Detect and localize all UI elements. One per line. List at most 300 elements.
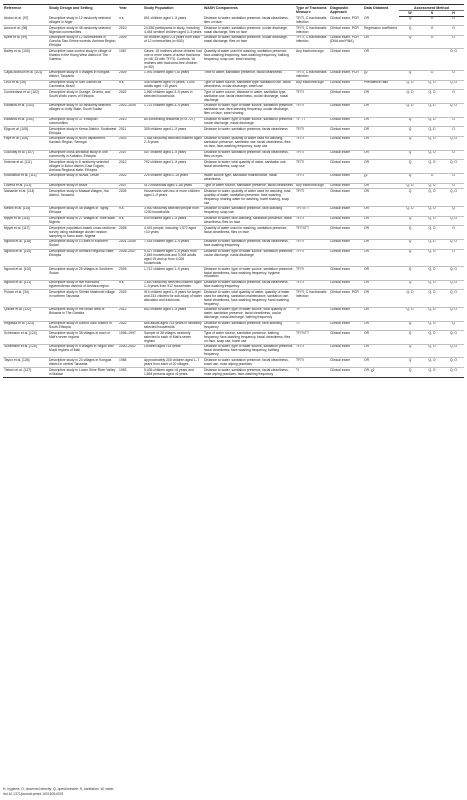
header-s: S bbox=[421, 10, 443, 16]
cell-reference: Schemann et al. [124] bbox=[3, 331, 48, 345]
cell-trachoma-measure: TF/TI bbox=[295, 90, 329, 104]
cell-wash-components: Type of water source, distance to water, sanitation type, sanitation use, facial cleanliness, ocular discharge, nasal discharge bbox=[203, 90, 295, 104]
cell-design: Descriptive study in 12 communities in Goncha Siso Enese woreda, Amhara Region, Ethiopia bbox=[49, 35, 117, 48]
cell-diagnostic: Clinical exam bbox=[329, 331, 363, 345]
cell-sanitation-method: Q, O bbox=[421, 183, 443, 189]
cell-data-obtained: OR bbox=[363, 321, 399, 331]
cell-design: Descriptive study in Damot Galo District of South Ethiopia bbox=[48, 321, 118, 331]
cell-reference: Amza et al. [98] bbox=[3, 26, 48, 36]
cell-trachoma-measure: TF/TI bbox=[295, 103, 329, 117]
cell-sanitation-method: Q, O bbox=[421, 216, 443, 226]
cell-year: n.s. bbox=[118, 16, 143, 25]
cell-data-obtained: OR bbox=[363, 103, 399, 117]
cell-diagnostic: Clinical exam bbox=[329, 127, 363, 137]
cell-trachoma-measure: TF/TI bbox=[295, 173, 329, 183]
cell-trachoma-measure: TF/TI bbox=[295, 216, 329, 226]
cell-population: 7,418 children aged 1–9 years bbox=[143, 239, 203, 249]
cell-trachoma-measure: TF/TI, C trachomatis infection bbox=[295, 70, 329, 80]
cell-data-obtained: OR bbox=[363, 183, 399, 189]
cell-sanitation-method: Q, O bbox=[421, 358, 443, 368]
cell-trachoma-measure: TF bbox=[295, 307, 329, 321]
cell-wash-components: Distance to water, type of water source, sanitation presence, ocular discharge, nasal discharge bbox=[203, 249, 295, 267]
cell-design: Descriptive study in 48 villages in Tigray, Ethiopia bbox=[48, 206, 118, 216]
table-row bbox=[3, 127, 464, 137]
cell-diagnostic: Clinical exam bbox=[329, 307, 363, 321]
cell-population: 507 children aged 1–9 years bbox=[143, 150, 203, 160]
cell-sanitation-method: Q, O bbox=[421, 90, 443, 104]
cell-population: 5,436 children aged <6 years and 1,664 persons aged >6 years bbox=[143, 368, 203, 378]
cell-sanitation-method: Q, O bbox=[421, 226, 443, 240]
cell-diagnostic: Clinical exam, PCR (DNA and RNA) bbox=[329, 35, 363, 49]
table-row bbox=[3, 226, 464, 240]
study-table bbox=[3, 4, 464, 378]
footnote-abbreviations: H, hygiene; O, observed directly; Q, questionnaire; S, sanitation; W, water. bbox=[3, 787, 115, 791]
cell-year: 2009 bbox=[118, 35, 143, 49]
cell-data-obtained: OR bbox=[363, 150, 399, 160]
cell-year: 2003 bbox=[118, 136, 143, 150]
cell-diagnostic: Clinical exam bbox=[329, 90, 363, 104]
cell-hygiene-method: O bbox=[443, 35, 464, 49]
cell-reference: Ketema et al. [111] bbox=[3, 160, 48, 174]
cell-data-obtained: OR bbox=[363, 160, 399, 174]
cell-wash-components: Distance to water, sanitation presence, face-washing frequency bbox=[203, 321, 295, 331]
cell-hygiene-method: O bbox=[443, 90, 464, 104]
cell-year: 2002–2005 bbox=[118, 103, 143, 117]
cell-water-method: Q bbox=[399, 249, 421, 267]
cell-design: Descriptive study in 4 villages in Kongwa district, Tanzania bbox=[48, 70, 118, 80]
cell-wash-components: Distance to water, face-washing, sanitation presence, facial cleanliness, flies on face bbox=[203, 216, 295, 226]
cell-hygiene-method: Q, O bbox=[443, 267, 464, 281]
cell-population: 1,960 children aged 3–9 years in selected households bbox=[143, 90, 203, 104]
cell-trachoma-measure: TI bbox=[295, 368, 329, 378]
cell-data-obtained: OR bbox=[363, 117, 399, 127]
cell-wash-components: Distance to water, sanitation presence, facial cleanliness, face-washing frequency bbox=[203, 239, 295, 249]
cell-wash-components: Distance to water, sanitation presence, ocular discharge, nasal discharge, flies on face bbox=[203, 35, 295, 49]
cell-diagnostic: Clinical exam bbox=[329, 189, 363, 207]
table-row bbox=[3, 49, 464, 70]
cell-design: Descriptive population-based cross-sectional survey using multistage cluster random sampling in Kano state, Nigeria bbox=[48, 226, 118, 240]
cell-hygiene-method: O bbox=[443, 117, 464, 127]
cell-population: 691 children aged 1–5 years bbox=[143, 16, 203, 25]
cell-diagnostic: Clinical exam bbox=[329, 150, 363, 160]
cell-design: Descriptive study in Amhara Regional State, Ethiopia bbox=[48, 249, 118, 267]
cell-reference: Mpyet et al. [116] bbox=[3, 216, 48, 226]
table-row bbox=[3, 239, 464, 249]
cell-data-obtained: OR, χ2 bbox=[363, 368, 399, 378]
cell-hygiene-method: Q, O bbox=[443, 290, 464, 308]
cell-reference: Edwards et al. [103] bbox=[3, 103, 48, 117]
cell-hygiene-method: Q, O bbox=[443, 103, 464, 117]
cell-reference: Cruz et al. [35] bbox=[3, 80, 48, 90]
cell-year: n.s. bbox=[118, 280, 143, 290]
cell-population: 1,712 children aged 1–9 years bbox=[143, 267, 203, 281]
cell-water-method: Q, O bbox=[399, 183, 421, 189]
cell-wash-components: Time to water, sanitation presence, facial cleanliness bbox=[203, 70, 295, 80]
cell-data-obtained: OR bbox=[363, 307, 399, 321]
cell-data-obtained: OR bbox=[363, 267, 399, 281]
cell-diagnostic: Clinical exam bbox=[329, 280, 363, 290]
cell-reference: Ejigu et al. [105] bbox=[3, 127, 48, 137]
cell-population: 229 children aged 0–15 years bbox=[143, 173, 203, 183]
cell-diagnostic: Clinical exam bbox=[329, 358, 363, 368]
table-row bbox=[3, 117, 464, 127]
cell-wash-components: Distance to water, sanitation presence, ocular discharge, nasal discharge, flies on face bbox=[203, 26, 295, 36]
cell-hygiene-method: Q, O bbox=[443, 216, 464, 226]
cell-trachoma-measure: TF/TI bbox=[295, 267, 329, 281]
table-row bbox=[3, 331, 464, 345]
table-row bbox=[3, 280, 464, 290]
cell-trachoma-measure: TF/TI bbox=[295, 127, 329, 137]
cell-design: Descriptive study in Brazil bbox=[48, 183, 118, 189]
cell-population: 24,536 participants in study, including 4,484 sentinel children aged 0–5 years bbox=[144, 25, 202, 34]
cell-year: 2003 bbox=[118, 290, 143, 308]
cell-reference: Quicke et al. [122] bbox=[3, 307, 48, 321]
cell-water-method: Q bbox=[399, 331, 421, 345]
cell-reference: Schemann et al. [125] bbox=[3, 344, 48, 358]
cell-reference: Khandekar et al. [112] bbox=[3, 173, 48, 183]
cell-year: n.s. bbox=[118, 80, 143, 90]
cell-population: 1,468 randomly selected children aged 2–5 years bbox=[143, 136, 203, 150]
table-row bbox=[3, 307, 464, 321]
header-population: Study Population bbox=[143, 5, 203, 17]
cell-design: Descriptive study in five trachoma hyperendemic districts of Amhara region bbox=[48, 280, 118, 290]
cell-water-method: Q, O bbox=[399, 206, 421, 216]
header-year: Year bbox=[118, 5, 143, 17]
cell-trachoma-measure: TF/TI, C trachomatis infection bbox=[295, 290, 329, 308]
cell-population: 448 children aged <9 years; 1,004 adults aged >15 years bbox=[143, 80, 203, 90]
cell-water-method: Q bbox=[399, 16, 421, 25]
cell-reference: Ngondi et al. [120] bbox=[3, 267, 48, 281]
cell-reference: Ngondi et al. [121] bbox=[3, 280, 48, 290]
cell-reference: Faye et al. [106] bbox=[3, 136, 48, 150]
cell-hygiene-method: Q, O bbox=[443, 344, 464, 358]
cell-trachoma-measure: Any trachoma sign bbox=[295, 49, 329, 70]
cell-design: Descriptive study in Lower Shire River Valley in Malawi bbox=[48, 368, 118, 378]
cell-water-method: Q, O bbox=[399, 103, 421, 117]
cell-population: 1,991 children aged <10 years bbox=[143, 70, 203, 80]
cell-sanitation-method: Q, O bbox=[421, 344, 443, 358]
cell-sanitation-method: Q, O bbox=[421, 206, 443, 216]
header-w: W bbox=[399, 10, 421, 16]
cell-water-method bbox=[399, 49, 421, 70]
cell-design: Descriptive study in San Gabriel da Cachoeira, Brazil bbox=[48, 80, 118, 90]
header-reference: Reference bbox=[3, 5, 48, 17]
cell-hygiene-method: O, O bbox=[443, 49, 464, 70]
cell-year: 2012 bbox=[118, 160, 143, 174]
cell-data-obtained: Regression coefficient bbox=[363, 26, 399, 36]
cell-wash-components: Distance to water, type of water source, sanitation presence, facial cleanliness, face-washing frequency, bathing frequency bbox=[204, 344, 294, 357]
table-row bbox=[3, 26, 464, 36]
cell-water-method: Q bbox=[399, 344, 421, 358]
cell-design: Descriptive study in Shimbi Mashimbi village in northern Tanzania bbox=[48, 290, 118, 308]
cell-year: 2002 bbox=[118, 321, 143, 331]
table-container bbox=[3, 4, 464, 378]
cell-trachoma-measure: TF/TI, C trachomatis infection bbox=[295, 16, 329, 25]
cell-water-method: Q bbox=[399, 117, 421, 127]
cell-design: Descriptive study in Nioro department, Kaolack Region, Senegal bbox=[48, 136, 118, 150]
cell-hygiene-method: O bbox=[443, 16, 464, 25]
cell-trachoma-measure: TF/TI bbox=[295, 239, 329, 249]
cell-hygiene-method: O bbox=[443, 226, 464, 240]
cell-wash-components: Type of water source, sanitation presence, facial cleanliness bbox=[204, 183, 294, 188]
table-row bbox=[3, 344, 464, 358]
cell-trachoma-measure: TF/TI bbox=[295, 280, 329, 290]
cell-design: Descriptive study in 9 villages in Segou and Mopti regions of Mali bbox=[48, 344, 118, 358]
table-row bbox=[3, 290, 464, 308]
table-row bbox=[3, 160, 464, 174]
cell-sanitation-method: Q, O bbox=[421, 239, 443, 249]
cell-sanitation-method: Q, O bbox=[421, 160, 443, 174]
cell-trachoma-measure: Any trachoma sign bbox=[295, 80, 329, 90]
cell-data-obtained: OR bbox=[363, 189, 399, 207]
cell-hygiene-method: O bbox=[443, 26, 464, 36]
cell-hygiene-method: O bbox=[443, 70, 464, 80]
table-row bbox=[3, 216, 464, 226]
cell-data-obtained: OR bbox=[363, 239, 399, 249]
cell-design: Descriptive study in Nizwa, Oman bbox=[48, 173, 118, 183]
cell-hygiene-method: Q, O bbox=[443, 160, 464, 174]
cell-design: Descriptive study in Maasai villages, Hai district, Tanzania bbox=[48, 189, 118, 207]
cell-sanitation-method: Q, O bbox=[421, 321, 443, 331]
table-row bbox=[3, 249, 464, 267]
cell-data-obtained: OR bbox=[363, 90, 399, 104]
cell-year: 2005 bbox=[118, 189, 143, 207]
cell-year: 2005 bbox=[118, 267, 143, 281]
cell-trachoma-measure: TF/TI bbox=[295, 150, 329, 160]
cell-population: 652 children aged 1–9 years bbox=[143, 307, 203, 321]
cell-data-obtained: OR bbox=[363, 35, 399, 49]
cell-population: 412 individuals aged 1–86 years bbox=[143, 183, 203, 189]
cell-diagnostic: Clinical exam bbox=[329, 173, 363, 183]
cell-diagnostic: Clinical exam, PCR bbox=[329, 16, 363, 25]
cell-hygiene-method: Q, O bbox=[443, 280, 464, 290]
table-row bbox=[3, 90, 464, 104]
cell-reference: Bailey et al. [100] bbox=[3, 49, 48, 70]
cell-sanitation-method: Q, O bbox=[421, 331, 443, 345]
cell-water-method: Q bbox=[399, 189, 421, 207]
cell-year: 2012 bbox=[118, 307, 143, 321]
cell-trachoma-measure: TF/TI/TT bbox=[295, 226, 329, 240]
table-row bbox=[3, 206, 464, 216]
cell-reference: Lucena et al. [113] bbox=[3, 183, 48, 189]
cell-hygiene-method: O bbox=[443, 173, 464, 183]
cell-hygiene-method: O bbox=[443, 249, 464, 267]
cell-reference: Ngondi et al. [118] bbox=[3, 239, 48, 249]
cell-year: 2010 bbox=[118, 26, 143, 36]
cell-year: 2009 bbox=[118, 70, 143, 80]
cell-wash-components: Distance to water, type of water source, sanitation presence, facial cleanliness, face-washing frequency, hygiene education bbox=[204, 266, 294, 279]
table-row bbox=[3, 136, 464, 150]
cell-water-method: Q bbox=[399, 26, 421, 36]
cell-year: 2002 bbox=[118, 90, 143, 104]
cell-year: 2001–2006 bbox=[118, 239, 143, 249]
cell-wash-components: Water source type, sanitation maintenance, facial cleanliness bbox=[203, 173, 295, 183]
table-row bbox=[3, 16, 464, 25]
cell-design: Descriptive study in the urban area of Brikama in The Gambia bbox=[48, 307, 118, 321]
cell-water-method: Q bbox=[399, 70, 421, 80]
cell-water-method: Q bbox=[399, 216, 421, 226]
cell-wash-components: Distance to water, total quantity of water, quantity of water used for washing, sanitation maintenance, sanitation use, facial cleanliness, face-washing frequency, hand washing frequency bbox=[203, 290, 295, 308]
header-wash: WASH Components bbox=[203, 5, 295, 17]
cell-sanitation-method: Q, O bbox=[421, 136, 443, 150]
cell-trachoma-measure: TF/TI bbox=[295, 189, 329, 207]
cell-diagnostic: Clinical exam bbox=[329, 183, 363, 189]
cell-design: Descriptive case-control study in village of Kiwaha in the Kiang West district of The Gambia bbox=[48, 49, 118, 70]
cell-sanitation-method: O bbox=[421, 26, 443, 36]
cell-hygiene-method: Q, O bbox=[443, 331, 464, 345]
cell-diagnostic: Clinical exam bbox=[329, 136, 363, 150]
cell-sanitation-method: Q, O bbox=[421, 368, 443, 378]
cell-sanitation-method: Q, O bbox=[421, 80, 443, 90]
cell-trachoma-measure: TF, TT bbox=[295, 117, 329, 127]
cell-data-obtained: χ2 bbox=[363, 70, 399, 80]
cell-diagnostic: Clinical exam bbox=[329, 206, 363, 216]
cell-design: Descriptive cross-sectional study in one community in Kabalinr, Ethiopia bbox=[48, 150, 118, 160]
cell-diagnostic: Clinical exam bbox=[329, 226, 363, 240]
cell-diagnostic: Clinical exam bbox=[329, 160, 363, 174]
cell-wash-components: Distance to water, sanitation presence, facial cleanliness, nose wiping practices, face-washing frequency bbox=[203, 368, 295, 378]
cell-design: Descriptive study in 27 villages in Yobe state, Nigeria bbox=[48, 216, 118, 226]
cell-year: 2011 bbox=[118, 127, 143, 137]
cell-sanitation-method: Q, O bbox=[421, 189, 443, 207]
cell-data-obtained: OR bbox=[363, 358, 399, 368]
table-row bbox=[3, 80, 464, 90]
cell-hygiene-method: Q, O bbox=[443, 307, 464, 321]
cell-trachoma-measure: Any trachoma sign bbox=[295, 183, 329, 189]
footnote-doi: doi:10.1371/journal.pmed.1001605.t009 bbox=[3, 791, 63, 796]
cell-water-method: Q bbox=[399, 226, 421, 240]
cell-diagnostic: Clinical exam bbox=[329, 80, 363, 90]
cell-water-method: Q, O bbox=[399, 290, 421, 308]
cell-hygiene-method: Q, O bbox=[443, 239, 464, 249]
cell-sanitation-method: O bbox=[421, 173, 443, 183]
cell-hygiene-method: Q, O bbox=[443, 368, 464, 378]
cell-trachoma-measure: TF/TI bbox=[295, 358, 329, 368]
cell-water-method: Q bbox=[399, 127, 421, 137]
cell-water-method: Q bbox=[399, 239, 421, 249]
cell-diagnostic: Clinical exam bbox=[329, 239, 363, 249]
cell-reference: Tielsch et al. [127] bbox=[3, 368, 48, 378]
cell-wash-components: Distance to water, quantity of water used for washing, sanitation presence, sanitation use, facial cleanliness, flies on face, face-washing frequency, soap use bbox=[203, 136, 295, 150]
cell-hygiene-method: O bbox=[443, 183, 464, 189]
cell-diagnostic: Clinical exam bbox=[329, 368, 363, 378]
cell-sanitation-method: Q, O bbox=[421, 127, 443, 137]
cell-sanitation-method: Q, O bbox=[421, 307, 443, 321]
cell-diagnostic: Clinical exam, PCR bbox=[329, 70, 363, 80]
cell-diagnostic: Clinical exam bbox=[329, 103, 363, 117]
cell-reference: Cumberland et al. [102] bbox=[3, 90, 48, 104]
cell-population: 1,722 children aged 3–9 years bbox=[143, 103, 203, 117]
cell-trachoma-measure: TF/TI, C trachomatis infection bbox=[295, 35, 329, 49]
cell-data-obtained: OR bbox=[363, 331, 399, 345]
cell-population: All consenting residents (n=5,727) bbox=[143, 117, 203, 127]
cell-water-method: Q, O bbox=[399, 90, 421, 104]
cell-reference: Golovaty et al. [107] bbox=[3, 150, 48, 160]
cell-wash-components: Distance to water, type of water source, sanitation presence, ocular discharge, nasal discharge bbox=[204, 117, 294, 125]
cell-year: n.s. bbox=[118, 206, 143, 216]
cell-population: Sample of 38 villages randomly selected in each of Mali's seven regions bbox=[143, 331, 203, 345]
cell-water-method: Q, O bbox=[399, 307, 421, 321]
cell-trachoma-measure: TF/TI bbox=[295, 160, 329, 174]
cell-design: Descriptive study in Kersa District, Southwest Ethiopia bbox=[49, 126, 117, 135]
cell-population: Children aged <15 years bbox=[143, 344, 203, 358]
cell-trachoma-measure: TT bbox=[295, 321, 329, 331]
cell-population: 639 children aged 1–5 years bbox=[143, 216, 203, 226]
header-diagnostic: Diagnostic Approach bbox=[329, 5, 363, 17]
cell-wash-components: Distance to water, quantity of water used for washing, total quantity of water, sanitation presence, face-washing frequency, sharing water for washing, towel sharing, soap use bbox=[203, 189, 295, 207]
cell-wash-components: Distance to water, total quantity of water, sanitation use, facial cleanliness, soap use bbox=[203, 160, 295, 174]
cell-water-method: Q bbox=[399, 173, 421, 183]
cell-population: 855 adults aged >15 years in randomly selected households bbox=[144, 321, 202, 329]
cell-population: 914 children aged 1–9 years for target and 233 children for sub-study of water allocation and trachoma bbox=[143, 290, 203, 308]
cell-year: 2008 bbox=[118, 226, 143, 240]
cell-data-obtained: OR bbox=[363, 216, 399, 226]
cell-water-method: Q bbox=[399, 358, 421, 368]
cell-wash-components: Distance to water, sanitation presence, facial cleanliness bbox=[203, 127, 295, 137]
cell-reference: Edwards et al. [104] bbox=[3, 117, 48, 127]
cell-data-obtained: OR bbox=[363, 226, 399, 240]
cell-diagnostic: Clinical exam bbox=[329, 344, 363, 358]
cell-diagnostic: Clinical exam, PCR bbox=[329, 26, 363, 36]
cell-year: 2007 bbox=[118, 183, 143, 189]
cell-water-method: Q bbox=[399, 267, 421, 281]
cell-reference: Ngondi et al. [119] bbox=[3, 249, 48, 267]
cell-trachoma-measure: TF/TI bbox=[295, 344, 329, 358]
table-row bbox=[3, 321, 464, 331]
cell-reference: Abdou et al. [97] bbox=[3, 16, 48, 25]
cell-population: Cases: 18 mothers whose children had one or more cases of active trachoma (n=48; 33 with TF/TI). Controls: 16 mothers with trachoma-free children (n=50) bbox=[144, 48, 202, 69]
table-row bbox=[3, 267, 464, 281]
cell-design: Descriptive study in 40 randomly selected villages in Unity State, South Sudan bbox=[48, 103, 118, 117]
cell-wash-components: Distance to water, sanitation presence, face-washing frequency, soap use bbox=[203, 206, 295, 216]
cell-year: 1996–1997 bbox=[118, 331, 143, 345]
cell-hygiene-method: O bbox=[443, 150, 464, 160]
cell-year: 2002 bbox=[118, 173, 143, 183]
cell-data-obtained: Prevalence ratio bbox=[363, 80, 399, 90]
cell-design: Descriptive study in 38 villages in each of Mali's seven regions bbox=[48, 331, 118, 345]
cell-population: 5,427 children aged 1–9 years from 2,845 households and 9,098 adults aged 15 and up from 4,026 households bbox=[143, 249, 203, 267]
cell-sanitation-method: Q, O bbox=[421, 290, 443, 308]
table-row bbox=[3, 358, 464, 368]
cell-reference: Mesfin et al. [115] bbox=[3, 206, 48, 216]
cell-design: Descriptive study in 48 randomly selected Nigerian communities bbox=[48, 26, 118, 36]
cell-design: Descriptive study in 6 randomly selected villages in Ilubor district, East Gojjam, Amhara Regional state, Ethiopia bbox=[48, 160, 118, 174]
cell-reference: Taylor et al. [126] bbox=[3, 358, 48, 368]
cell-sanitation-method: Q, O bbox=[421, 150, 443, 160]
cell-hygiene-method: Q, O bbox=[443, 358, 464, 368]
cell-reference: Mpyet et al. [117] bbox=[3, 226, 48, 240]
cell-reference: Regassa et al. [123] bbox=[3, 321, 48, 331]
cell-water-method: Q bbox=[399, 321, 421, 331]
cell-year: 2007 bbox=[118, 150, 143, 160]
cell-wash-components: Distance to water, sanitation presence, facial cleanliness, flies on eyes bbox=[203, 150, 295, 160]
cell-wash-components: Distance to water, type of water source, total quantity of water, sanitation presence, facial cleanliness, ocular discharge, nasal discharge, bathing frequency bbox=[203, 307, 295, 321]
cell-reference: Mahande et al. [114] bbox=[3, 189, 48, 207]
cell-design: Descriptive study in Gurage, Oromia, and South Wollo zones of Ethiopia bbox=[48, 90, 118, 104]
cell-wash-components: Distance to water, sanitation presence, facial cleanliness, flies on face bbox=[203, 16, 295, 25]
cell-year: 2010 bbox=[118, 117, 143, 127]
cell-hygiene-method: Q, O bbox=[443, 80, 464, 90]
cell-trachoma-measure: TF/TI, C trachomatis infection bbox=[295, 26, 329, 36]
cell-diagnostic: Clinical exam bbox=[329, 117, 363, 127]
cell-data-obtained: OR bbox=[363, 49, 399, 70]
cell-water-method: Q, O bbox=[399, 80, 421, 90]
cell-sanitation-method: O bbox=[421, 16, 443, 25]
table-row bbox=[3, 368, 464, 378]
cell-reference: Polack et al. [34] bbox=[3, 290, 48, 308]
cell-wash-components: Type of water source, sanitation presence, bathing frequency, face-washing frequency, facial cleanliness, flies on face, soap use, towel use bbox=[203, 331, 295, 345]
cell-design: Descriptive study in 37 Ethiopian communities bbox=[48, 117, 118, 127]
